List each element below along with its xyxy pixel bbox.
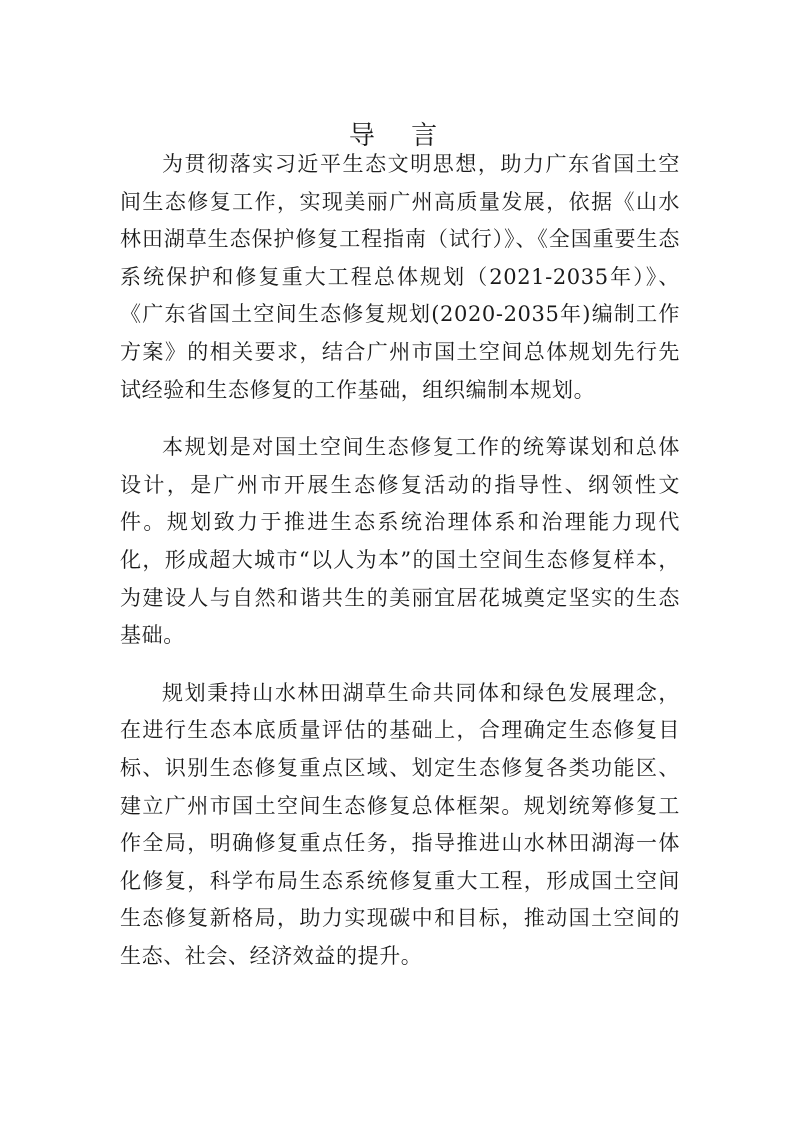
document-body — [120, 146, 680, 995]
page-title: 导 言 — [348, 121, 452, 152]
paragraph-1: 为贯彻落实习近平生态文明思想，助力广东省国土空间生态修复工作，实现美丽广州高质量发展，依据《山水林田湖草生态保护修复工程指南（试行）》、《全国重要生态系统保护和修复重大工程总体规划（2021-2035年）》、《广东省国土空间生态修复规划(2020-2035年)编制工作方案》的相关要求，结合广州市国土空间总体规划先行先试经验和生态修复的工作基础，组织编制本规划。 — [120, 152, 680, 402]
paragraph-2: 本规划是对国土空间生态修复工作的统筹谋划和总体设计，是广州市开展生态修复活动的指导性、纲领性文件。规划致力于推进生态系统治理体系和治理能力现代化，形成超大城市“以人为本”的国土空间生态修复样本，为建设人与自然和谐共生的美丽宜居花城奠定坚实的生态基础。 — [120, 435, 680, 648]
paragraph-3: 规划秉持山水林田湖草生命共同体和绿色发展理念，在进行生态本底质量评估的基础上，合理确定生态修复目标、识别生态修复重点区域、划定生态修复各类功能区、建立广州市国土空间生态修复总体框架。规划统筹修复工作全局，明确修复重点任务，指导推进山水林田湖海一体化修复，科学布局生态系统修复重大工程，形成国土空间生态修复新格局，助力实现碳中和目标，推动国土空间的生态、社会、经济效益的提升。 — [120, 680, 680, 968]
